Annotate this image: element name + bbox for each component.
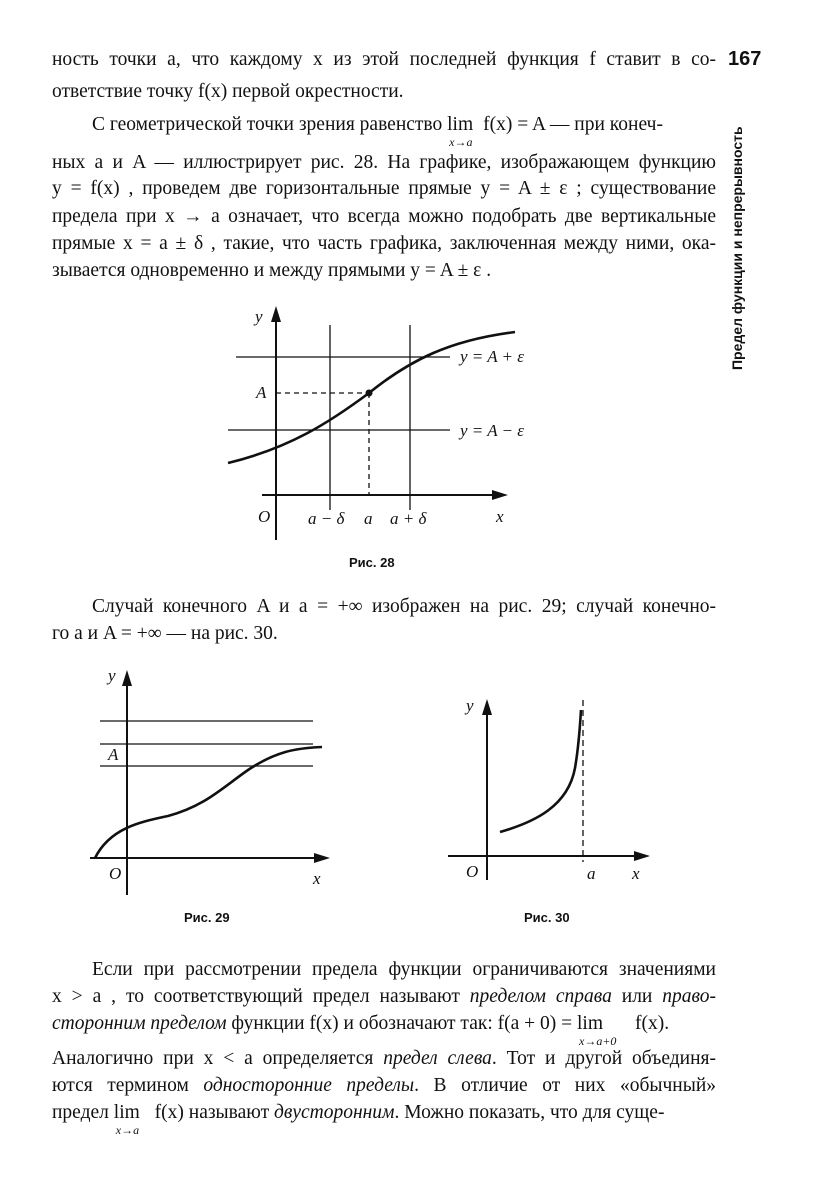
- fig30-y-label: y: [466, 696, 474, 715]
- p4-line6-text-c: . Можно показать, что для суще-: [394, 1102, 665, 1123]
- p4-line2-term-2: право-: [662, 986, 716, 1007]
- p4-line6-text-a: предел: [52, 1102, 114, 1123]
- fig28-x-label: x: [496, 507, 504, 526]
- lim-subscript: x→a: [449, 135, 473, 149]
- fig29-caption: Рис. 29: [184, 910, 230, 925]
- paragraph-1-line-2: ответствие точку f(x) первой окрестности.: [52, 81, 404, 102]
- fig30-origin-label: O: [466, 862, 479, 881]
- p4-line4-term: предел слева: [383, 1048, 492, 1069]
- page-number: 167: [728, 48, 762, 70]
- p4-line2-term: пределом справа: [469, 986, 612, 1007]
- paragraph-3-line-1: Случай конечного A и a = +∞ изображен на рис. 29; случай конечно-: [92, 596, 716, 617]
- p4-line6-lim: lim: [113, 1102, 140, 1123]
- paragraph-3-line-2: го a и A = +∞ — на рис. 30.: [52, 623, 278, 644]
- fig28-tick-left: a − δ: [308, 509, 345, 528]
- fig28-upper-line-label: y = A + ε: [460, 347, 524, 366]
- lim-word: lim: [447, 114, 474, 135]
- paragraph-2-line-4: предела при x → a означает, что всегда можно подобрать две вертикальные: [52, 206, 716, 227]
- paragraph-2-text-b: f(x) = A — при конеч-: [483, 114, 663, 135]
- paragraph-4-line-6: [52, 1101, 716, 1137]
- fig28-A-label: A: [256, 383, 267, 402]
- paragraph-2-text-a: С геометрической точки зрения равенство: [92, 114, 448, 135]
- p4-line5-text-b: . В отличие от них «обычный»: [414, 1075, 717, 1096]
- p4-line3-text-b: f(x).: [635, 1013, 670, 1034]
- paragraph-4-line-4: [52, 1047, 716, 1071]
- p4-line3-lim-sub: x→a+0: [579, 1034, 617, 1048]
- fig30-caption: Рис. 30: [524, 910, 570, 925]
- paragraph-4-line-1: Если при рассмотрении предела функции ограничиваются значениями: [92, 959, 716, 980]
- p4-line2-text-a: x > a , то соответствующий предел называют: [52, 986, 470, 1007]
- fig29-A-label: A: [108, 745, 119, 764]
- fig28-y-label: y: [255, 307, 263, 326]
- paragraph-4-line-3: [52, 1012, 716, 1048]
- p4-line2-text-b: или: [611, 986, 663, 1007]
- fig28-tick-mid: a: [364, 509, 373, 528]
- paragraph-2-line-5: прямые x = a ± δ , такие, что часть графика, заключенная между ними, ока-: [52, 233, 716, 254]
- p4-line5-text-a: ются термином: [52, 1075, 204, 1096]
- p4-line3-lim: lim: [577, 1013, 604, 1034]
- fig28-lower-line-label: y = A − ε: [460, 421, 524, 440]
- p4-line4-text-a: Аналогично при x < a определяется: [52, 1048, 384, 1069]
- p4-line6-lim-sub: x→a: [115, 1123, 140, 1137]
- paragraph-2-line-6: зывается одновременно и между прямыми y = A ± ε .: [52, 260, 492, 281]
- paragraph-1-line-1: ность точки a, что каждому x из этой последней функция f ставит в со-: [52, 49, 716, 70]
- fig29-x-label: x: [313, 869, 321, 888]
- running-header: Предел функции и непрерывность: [729, 126, 745, 370]
- paragraph-2-line-2: ных a и A — иллюстрирует рис. 28. На графике, изображающем функцию: [52, 152, 716, 173]
- fig30-x-label: x: [632, 864, 640, 883]
- paragraph-2-line-3: y = f(x) , проведем две горизонтальные прямые y = A ± ε ; существование: [52, 178, 716, 199]
- fig28-tick-right: a + δ: [390, 509, 427, 528]
- fig28-caption: Рис. 28: [349, 555, 395, 570]
- p4-line5-term: односторонние пределы: [203, 1075, 415, 1096]
- fig28-origin-label: O: [258, 507, 271, 526]
- paragraph-4-line-5: [52, 1074, 716, 1098]
- fig30-a-label: a: [587, 864, 596, 883]
- fig29-y-label: y: [108, 666, 116, 685]
- p4-line6-term: двусторонним: [273, 1102, 395, 1123]
- p4-line3-term: сторонним пределом: [52, 1013, 227, 1034]
- p4-line4-text-b: . Тот и другой объединя-: [491, 1048, 716, 1069]
- p4-line6-text-b: f(x) называют: [149, 1102, 274, 1123]
- paragraph-4-line-2: [52, 985, 716, 1009]
- fig29-origin-label: O: [109, 864, 122, 883]
- p4-line3-text-a: функции f(x) и обозначают так: f(a + 0) =: [226, 1013, 577, 1034]
